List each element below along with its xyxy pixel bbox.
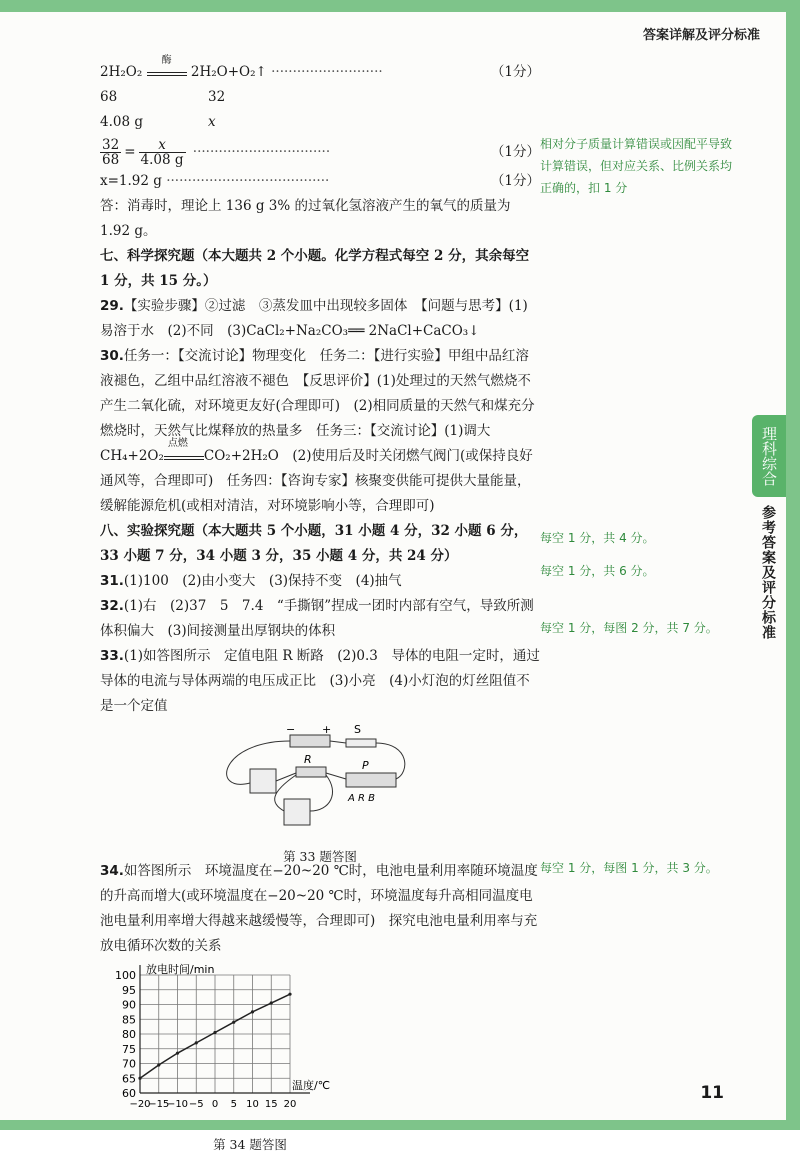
circuit-diagram xyxy=(100,723,540,835)
q33-caption: 第 33 题答图 xyxy=(283,849,357,864)
slider-label: P xyxy=(362,759,369,772)
y-tick-label: 60 xyxy=(122,1087,136,1100)
data-point xyxy=(195,1041,198,1044)
battery-plus: + xyxy=(322,723,332,736)
switch-label: S xyxy=(354,723,361,736)
rheostat xyxy=(346,773,396,787)
fraction-right-denominator: 4.08 g xyxy=(140,152,184,168)
equation-formula-left: 2H₂O₂ xyxy=(100,64,143,80)
page-number: 11 xyxy=(700,1083,724,1103)
circuit-figure xyxy=(100,723,540,864)
y-tick-label: 100 xyxy=(115,969,136,982)
note-calc-error: 相对分子质量计算错误或因配平导致计算错误，但对应关系、比例关系均正确的，扣 1 分 xyxy=(540,137,733,195)
q34-caption: 第 34 题答图 xyxy=(213,1137,287,1152)
fraction-left-denominator: 68 xyxy=(102,152,120,168)
x-tick-label: −20 xyxy=(129,1099,151,1110)
q33-text: (1)如答图所示 定值电阻 R 断路 (2)0.3 导体的电阻一定时，通过导体的电流与导体两端的电压成正比 (3)小亮 (4)小灯泡的灯丝阻值不是一个定值 xyxy=(100,648,540,714)
x-tick-label: −10 xyxy=(166,1099,189,1110)
mass-line xyxy=(100,110,540,135)
x-tick-label: 20 xyxy=(283,1099,297,1110)
x-axis-label: 温度/℃ xyxy=(292,1079,331,1092)
wire-2 xyxy=(330,741,346,743)
x-tick-label: 15 xyxy=(264,1099,278,1110)
q30-number: 30. xyxy=(100,348,124,364)
y-tick-label: 65 xyxy=(122,1072,136,1086)
y-tick-label: 70 xyxy=(122,1057,136,1071)
q32-text: (1)右 (2)37 5 7.4 “手撕钢”捏成一团时内部有空气，导致所测体积偏大 (3)间接测量出厚钢块的体积 xyxy=(100,598,534,639)
data-point xyxy=(176,1052,179,1055)
score-proportion: （1分） xyxy=(490,144,540,160)
answer-text: 答：消毒时，理论上 136 g 3% 的过氧化氢溶液产生的氧气的质量为 1.92 g。 xyxy=(100,198,511,239)
q30-arrow xyxy=(164,438,204,460)
question-32 xyxy=(100,594,540,644)
page-header: 答案详解及评分标准 xyxy=(642,28,760,43)
note-q32: 每空 1 分，共 6 分。 xyxy=(540,564,655,578)
proportion-line: $\frac{32}{68}$ = $\frac{x}{4.08 g}$ ································ （1分） xyxy=(102,137,540,168)
section-8-title: 八、实验探究题（本大题共 5 个小题，31 小题 4 分，32 小题 6 分，33 小题 7 分，34 小题 3 分，35 小题 4 分，共 24 分） xyxy=(100,523,528,564)
wire-5 xyxy=(326,773,346,779)
wire-7 xyxy=(310,775,333,811)
resistor-label: R xyxy=(304,753,312,766)
q30-text: 任务一：【交流讨论】物理变化 任务二：【进行实验】甲组中品红溶液褪色，乙组中品红溶液不褪色 【反思评价】(1)处理过的天然气燃烧不产生二氧化硫，对环境更友好(合理即可) (2)相同质量的天然气和煤充分燃烧时，天然气比煤释放的热量多 任务三：【交流讨论】(1)调大 xyxy=(100,348,535,439)
equation-formula-right: 2H₂O+O₂↑ xyxy=(190,64,267,80)
section-7-title: 七、科学探究题（本大题共 2 个小题。化学方程式每空 2 分，其余每空 1 分，共 15 分。） xyxy=(100,248,530,289)
question-31 xyxy=(100,569,540,594)
y-tick-label: 95 xyxy=(122,983,136,997)
right-color-bar xyxy=(786,0,800,1130)
catalyst-label: 酶 xyxy=(161,55,172,66)
x-tick-label: −15 xyxy=(148,1099,170,1110)
data-point xyxy=(213,1031,216,1034)
y-tick-label: 75 xyxy=(122,1042,136,1056)
data-point xyxy=(157,1063,160,1066)
fraction-right xyxy=(139,138,186,167)
x-tick-label: 10 xyxy=(246,1099,259,1110)
data-point xyxy=(138,1077,141,1080)
score-eq: （1分） xyxy=(490,64,540,80)
question-30 xyxy=(100,344,540,519)
mass-left: 4.08 g xyxy=(100,114,143,130)
battery-minus: − xyxy=(286,723,296,736)
voltmeter xyxy=(284,799,310,825)
chart-figure xyxy=(100,961,540,1152)
subject-tab: 理科综合 xyxy=(752,415,786,497)
battery xyxy=(290,735,330,747)
result-text: x=1.92 g xyxy=(100,173,162,189)
q30-condition: 点燃 xyxy=(167,438,188,449)
score-result: （1分） xyxy=(490,173,540,189)
data-point xyxy=(251,1010,254,1013)
note-q31: 每空 1 分，共 4 分。 xyxy=(540,531,655,545)
x-tick-label: 5 xyxy=(230,1099,237,1110)
q34-number: 34. xyxy=(100,863,124,879)
x-tick-label: 0 xyxy=(211,1099,219,1110)
q30-text-continued: CO₂+2H₂O (2)使用后及时关闭燃气阀门(或保持良好通风等，合理即可) 任务四：【咨询专家】核聚变供能可提供大量能量，缓解能源危机(或相对清洁，对环境影响小等，合理即可) xyxy=(100,448,533,514)
fraction-left-numerator: 32 xyxy=(102,137,120,153)
x-tick-label: −5 xyxy=(188,1099,204,1110)
question-33 xyxy=(100,644,540,719)
equation-arrow xyxy=(147,55,187,76)
equation-line: 2H₂O₂ 酶 2H₂O+O₂↑ ·························· （1分） xyxy=(100,60,540,85)
top-color-bar xyxy=(0,0,800,12)
mass-right: x xyxy=(208,114,216,130)
discharge-chart xyxy=(100,961,400,1123)
rheostat-terminals: A R B xyxy=(348,793,376,804)
q31-text: (1)100 (2)由小变大 (3)保持不变 (4)抽气 xyxy=(123,573,402,589)
answer-content xyxy=(100,55,540,1152)
fraction-left xyxy=(100,138,121,167)
y-tick-label: 90 xyxy=(122,998,136,1012)
ratio-left: 68 xyxy=(100,89,118,105)
data-point xyxy=(232,1021,235,1024)
data-point xyxy=(288,993,291,996)
ratio-right: 32 xyxy=(208,89,226,105)
q29-number: 29. xyxy=(100,298,124,314)
fraction-equals: = xyxy=(124,144,136,160)
data-point xyxy=(270,1001,273,1004)
q31-number: 31. xyxy=(100,573,124,589)
q32-number: 32. xyxy=(100,598,124,614)
ratio-line xyxy=(100,85,540,110)
q29-text: 【实验步骤】②过滤 ③蒸发皿中出现较多固体 【问题与思考】(1)易溶于水 (2)不同 (3)CaCl₂+Na₂CO₃══ 2NaCl+CaCO₃↓ xyxy=(100,298,528,339)
note-q33: 每空 1 分，每图 2 分，共 7 分。 xyxy=(540,621,718,635)
note-q34: 每空 1 分，每图 1 分，共 3 分。 xyxy=(540,861,718,875)
y-tick-label: 80 xyxy=(122,1028,136,1041)
question-29 xyxy=(100,294,540,344)
result-line: x=1.92 g ······································ （1分） xyxy=(100,169,540,194)
resistor xyxy=(296,767,326,777)
q30-formula: CH₄+2O₂ xyxy=(100,448,164,464)
switch xyxy=(346,739,376,747)
y-tick-label: 85 xyxy=(122,1013,136,1027)
fraction-right-numerator: x xyxy=(139,138,186,153)
question-34 xyxy=(100,859,540,959)
side-section-title: 参考答案及评分标准 xyxy=(760,505,776,640)
q33-number: 33. xyxy=(100,648,124,664)
q34-text: 如答图所示 环境温度在−20~20 ℃时，电池电量利用率随环境温度的升高而增大(或环境温度在−20~20 ℃时，环境温度每升高相同温度电池电量利用率增大得越来越缓慢等，合理即可) 探究电池电量利用率与充放电循环次数的关系 xyxy=(100,863,538,954)
ammeter xyxy=(250,769,276,793)
y-axis-label: 放电时间/min xyxy=(146,963,215,976)
